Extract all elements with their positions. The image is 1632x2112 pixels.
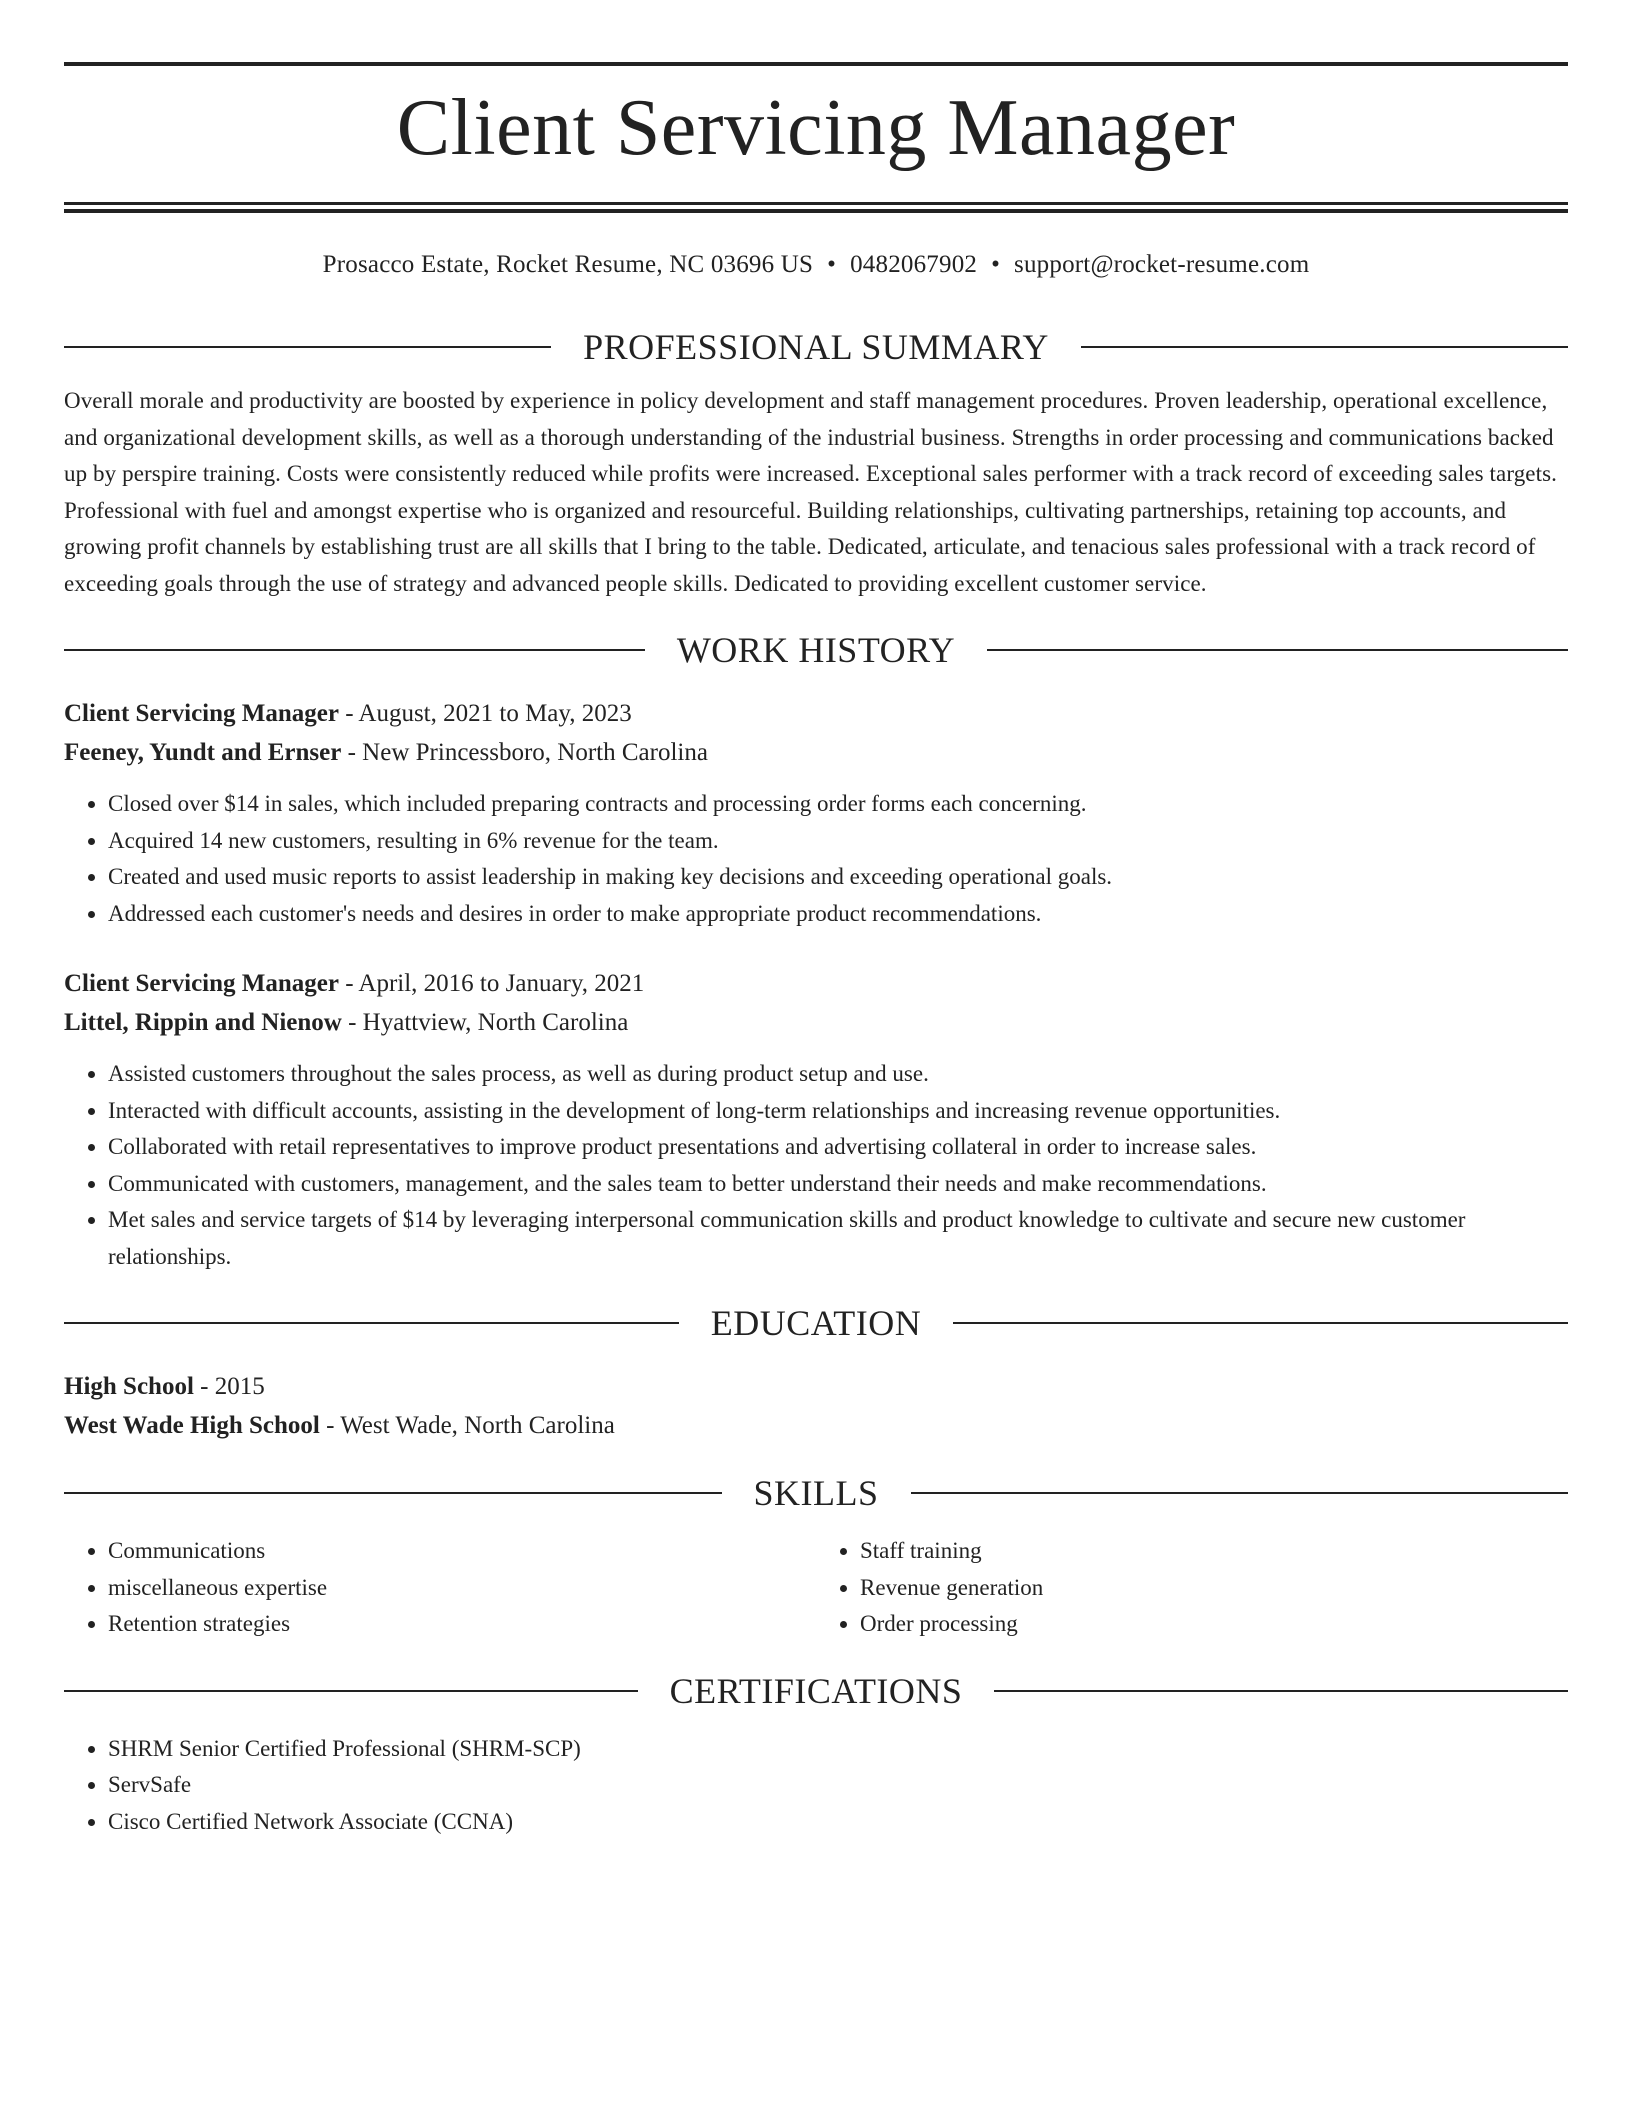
job-title-line — [64, 964, 1568, 1003]
list-item: • Created and used music reports to assist leadership in making key decisions and exceeding operational goals. — [108, 859, 1568, 896]
contact-address: Prosacco Estate, Rocket Resume, NC 03696 US — [322, 251, 814, 278]
education-school: West Wade High School — [64, 1412, 320, 1439]
heading-rule-left — [64, 1492, 722, 1494]
job-title: Client Servicing Manager — [64, 970, 339, 997]
job-entry — [64, 694, 1568, 932]
section-title: EDUCATION — [710, 1303, 922, 1343]
job-location: - Hyattview, North Carolina — [341, 1009, 629, 1036]
section-heading-work-history — [64, 628, 1568, 672]
job-company: Feeney, Yundt and Ernser — [64, 739, 342, 766]
certifications-list — [64, 1731, 1568, 1841]
section-heading-summary — [64, 325, 1568, 369]
list-item: • Closed over $14 in sales, which included preparing contracts and processing order forms each concerning. — [108, 786, 1568, 823]
list-item: • Revenue generation — [860, 1570, 1568, 1607]
list-item: • Order processing — [860, 1606, 1568, 1643]
list-item: • Collaborated with retail representatives to improve product presentations and advertising collateral in order to increase sales. — [108, 1129, 1568, 1166]
job-company-line — [64, 1003, 1568, 1042]
job-entry — [64, 964, 1568, 1275]
list-item: • Met sales and service targets of $14 by leveraging interpersonal communication skills and product knowledge to cultivate and secure new customer relationships. — [108, 1202, 1568, 1275]
skills-columns — [64, 1533, 1568, 1643]
education-year: - 2015 — [193, 1373, 265, 1400]
title-double-rule — [64, 202, 1568, 213]
contact-email: support@rocket-resume.com — [1014, 251, 1310, 278]
job-title: Client Servicing Manager — [64, 700, 339, 727]
list-item: • ServSafe — [108, 1767, 1568, 1804]
education-degree-line — [64, 1367, 1568, 1406]
section-title: CERTIFICATIONS — [669, 1670, 963, 1711]
heading-rule-left — [64, 346, 551, 348]
job-title-line — [64, 694, 1568, 733]
contact-phone: 0482067902 — [850, 251, 978, 278]
skills-list-left — [64, 1533, 816, 1643]
section-heading-education — [64, 1301, 1568, 1345]
education-entry — [64, 1367, 1568, 1445]
section-title: WORK HISTORY — [676, 630, 956, 670]
job-location: - New Princessboro, North Carolina — [341, 739, 708, 766]
skills-list-right — [816, 1533, 1568, 1643]
list-item: • Acquired 14 new customers, resulting in 6% revenue for the team. — [108, 823, 1568, 860]
list-item: • Addressed each customer's needs and desires in order to make appropriate product recommendations. — [108, 896, 1568, 933]
education-school-line — [64, 1406, 1568, 1445]
list-item: • Cisco Certified Network Associate (CCNA) — [108, 1804, 1568, 1841]
section-heading-skills — [64, 1471, 1568, 1515]
heading-rule-right — [994, 1690, 1568, 1692]
job-company: Littel, Rippin and Nienow — [64, 1009, 342, 1036]
job-dates: - April, 2016 to January, 2021 — [338, 970, 645, 997]
job-dates: - August, 2021 to May, 2023 — [338, 700, 632, 727]
resume-title: Client Servicing Manager — [396, 84, 1236, 172]
contact-separator: • — [991, 251, 1001, 278]
job-bullets — [64, 1056, 1568, 1275]
list-item: • Staff training — [860, 1533, 1568, 1570]
section-heading-certifications — [64, 1669, 1568, 1713]
heading-rule-left — [64, 1690, 638, 1692]
list-item: • miscellaneous expertise — [108, 1570, 816, 1607]
list-item: • SHRM Senior Certified Professional (SHRM-SCP) — [108, 1731, 1568, 1768]
education-degree: High School — [64, 1373, 194, 1400]
contact-separator: • — [827, 251, 837, 278]
list-item: • Retention strategies — [108, 1606, 816, 1643]
section-title: PROFESSIONAL SUMMARY — [583, 327, 1049, 367]
contact-line — [64, 249, 1568, 281]
heading-rule-left — [64, 649, 645, 651]
job-company-line — [64, 733, 1568, 772]
summary-text: Overall morale and productivity are boosted by experience in policy development and staff management procedures. Proven leadership, operational excellence, and organizational development skills, as well as a thorough understanding of the industrial business. Strengths in order processing and communications backed up by perspire training. Costs were consistently reduced while profits were increased. Exceptional sales performer with a track record of exceeding sales targets. Professional with fuel and amongst expertise who is organized and resourceful. Building relationships, cultivating partnerships, retaining top accounts, and growing profit channels by establishing trust are all skills that I bring to the table. Dedicated, articulate, and tenacious sales professional with a track record of exceeding goals through the use of strategy and advanced people skills. Dedicated to providing excellent customer service. — [64, 388, 1557, 596]
section-title: SKILLS — [753, 1473, 879, 1513]
heading-rule-left — [64, 1322, 679, 1324]
job-bullets — [64, 786, 1568, 932]
list-item: • Assisted customers throughout the sales process, as well as during product setup and use. — [108, 1056, 1568, 1093]
heading-rule-right — [911, 1492, 1569, 1494]
heading-rule-right — [1081, 346, 1568, 348]
list-item: • Communications — [108, 1533, 816, 1570]
heading-rule-right — [953, 1322, 1568, 1324]
list-item: • Interacted with difficult accounts, assisting in the development of long-term relationships and increasing revenue opportunities. — [108, 1093, 1568, 1130]
education-location: - West Wade, North Carolina — [319, 1412, 615, 1439]
heading-rule-right — [987, 649, 1568, 651]
list-item: • Communicated with customers, management, and the sales team to better understand their needs and make recommendations. — [108, 1166, 1568, 1203]
